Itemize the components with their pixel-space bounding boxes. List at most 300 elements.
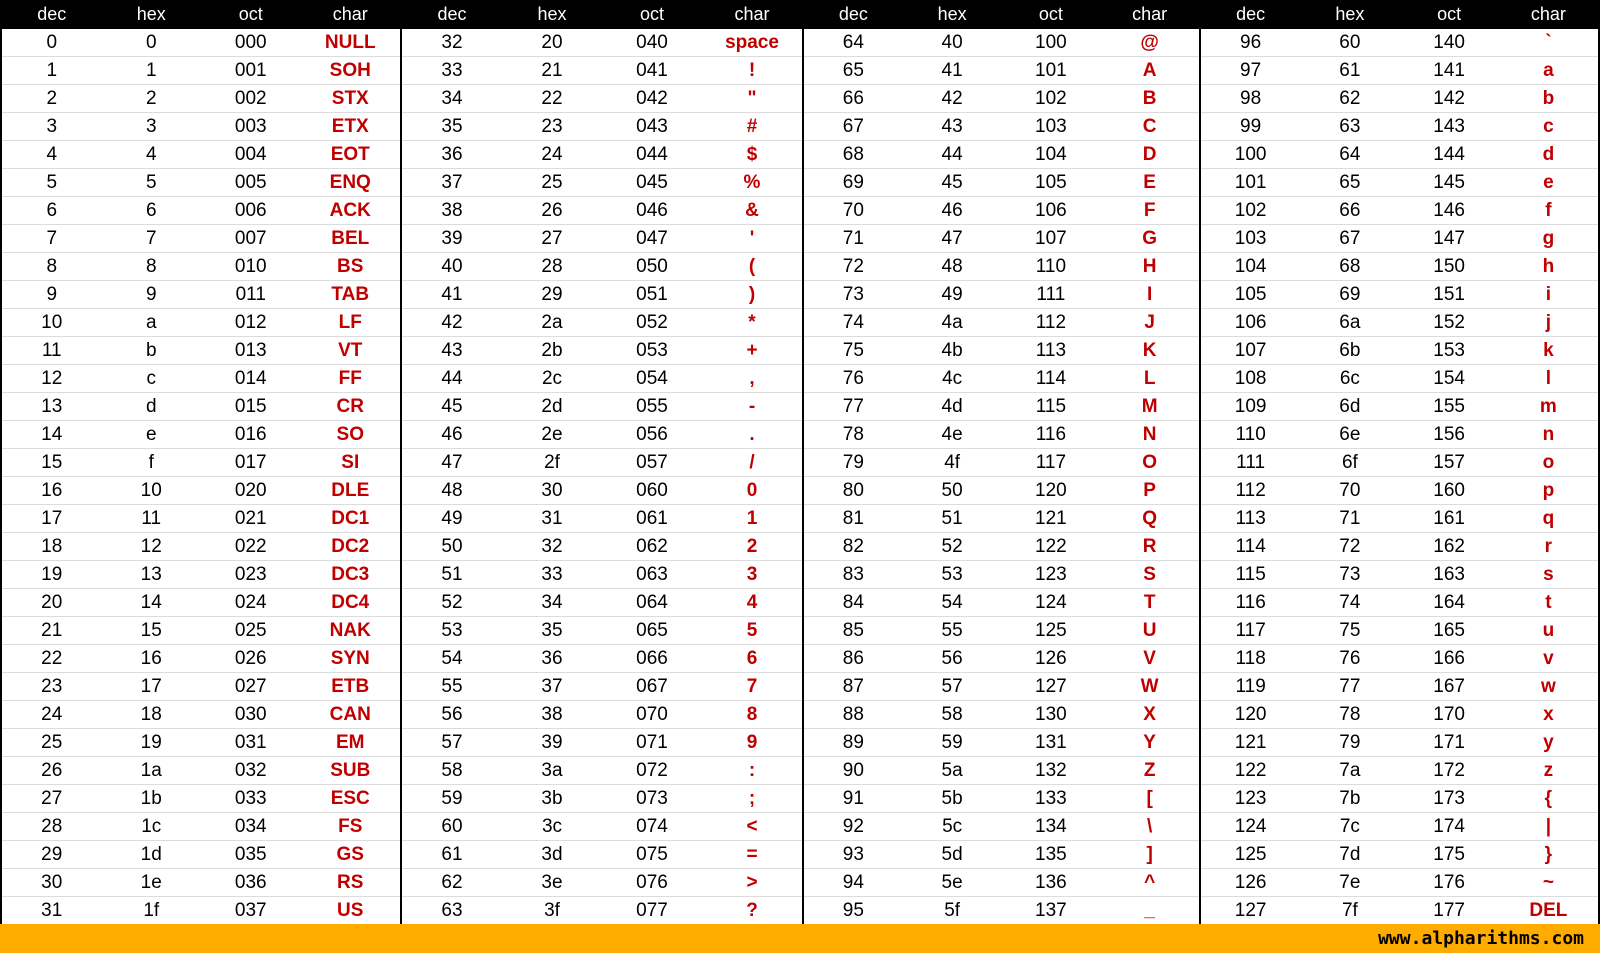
char-cell: }	[1544, 844, 1553, 865]
oct-cell: 076	[636, 872, 668, 893]
oct-cell: 002	[234, 88, 267, 109]
oct-cell: 136	[1035, 872, 1067, 893]
dec-cell: 39	[441, 228, 463, 249]
hex-cell: 69	[1339, 284, 1361, 305]
oct-cell: 044	[636, 144, 668, 165]
oct-cell: 015	[234, 396, 267, 417]
oct-cell: 177	[1433, 900, 1465, 921]
char-cell: h	[1542, 256, 1555, 277]
table-row	[804, 701, 1199, 729]
dec-cell: 100	[1234, 144, 1267, 165]
char-cell: 7	[746, 676, 758, 697]
char-cell: c	[1543, 116, 1554, 137]
dec-cell: 106	[1234, 312, 1267, 333]
oct-cell: 155	[1433, 396, 1465, 417]
table-row	[402, 57, 802, 85]
char-cell: SOH	[329, 60, 371, 81]
hex-cell: 3c	[541, 816, 563, 837]
oct-cell: 020	[234, 480, 267, 501]
dec-cell: 123	[1234, 788, 1267, 809]
hex-cell: 20	[541, 32, 563, 53]
oct-cell: 032	[234, 760, 267, 781]
table-row	[2, 561, 400, 589]
hex-cell: 7f	[1341, 900, 1358, 921]
table-row	[402, 449, 802, 477]
char-cell: e	[1543, 172, 1554, 193]
oct-cell: 074	[636, 816, 668, 837]
char-cell: DC2	[331, 536, 370, 557]
char-cell: u	[1542, 620, 1555, 641]
char-cell: a	[1543, 60, 1554, 81]
dec-cell: 89	[842, 732, 864, 753]
oct-cell: 045	[636, 172, 668, 193]
char-cell: ESC	[330, 788, 370, 809]
oct-cell: 012	[234, 312, 267, 333]
oct-cell: 106	[1035, 200, 1067, 221]
oct-cell: 143	[1433, 116, 1465, 137]
char-cell: C	[1142, 116, 1157, 137]
oct-cell: 025	[234, 620, 267, 641]
dec-cell: 54	[441, 648, 463, 669]
char-cell: STX	[331, 88, 369, 109]
table-row	[2, 141, 400, 169]
hex-cell: 60	[1339, 32, 1361, 53]
hex-cell: 4a	[941, 312, 963, 333]
oct-cell: 005	[234, 172, 267, 193]
table-row	[402, 113, 802, 141]
hex-cell: 65	[1339, 172, 1361, 193]
dec-cell: 82	[842, 536, 864, 557]
hex-cell: 1c	[141, 816, 162, 837]
oct-cell: 135	[1035, 844, 1067, 865]
oct-cell: 154	[1433, 368, 1465, 389]
dec-cell: 41	[441, 284, 463, 305]
oct-cell: 172	[1433, 760, 1465, 781]
table-row	[804, 897, 1199, 925]
table-row	[2, 29, 400, 57]
oct-cell: 023	[234, 564, 267, 585]
oct-cell: 024	[234, 592, 267, 613]
char-cell: D	[1142, 144, 1157, 165]
table-row	[2, 197, 400, 225]
hex-cell: f	[148, 452, 154, 473]
table-row	[2, 449, 400, 477]
hex-cell: 5a	[941, 760, 963, 781]
hex-cell: 6	[145, 200, 157, 221]
dec-cell: 76	[842, 368, 864, 389]
char-cell: y	[1543, 732, 1554, 753]
oct-cell: 125	[1035, 620, 1067, 641]
oct-cell: 116	[1035, 424, 1067, 445]
oct-cell: 103	[1035, 116, 1067, 137]
oct-cell: 010	[234, 256, 267, 277]
hex-cell: 58	[941, 704, 963, 725]
header-hex: hex	[136, 4, 166, 24]
oct-cell: 062	[636, 536, 668, 557]
table-row	[804, 421, 1199, 449]
table-row	[2, 421, 400, 449]
char-cell: ;	[748, 788, 756, 809]
hex-cell: 68	[1339, 256, 1361, 277]
oct-cell: 072	[636, 760, 668, 781]
table-row	[402, 617, 802, 645]
oct-cell: 034	[234, 816, 267, 837]
dec-cell: 52	[441, 592, 463, 613]
table-row	[2, 729, 400, 757]
hex-cell: 23	[541, 116, 563, 137]
char-cell: 3	[746, 564, 758, 585]
table-row	[804, 309, 1199, 337]
oct-cell: 163	[1433, 564, 1465, 585]
char-cell: z	[1543, 760, 1554, 781]
dec-cell: 50	[441, 536, 463, 557]
table-row	[2, 785, 400, 813]
dec-cell: 71	[842, 228, 864, 249]
oct-cell: 146	[1433, 200, 1465, 221]
header-char: char	[1132, 4, 1168, 24]
table-row	[402, 477, 802, 505]
oct-cell: 031	[234, 732, 267, 753]
dec-cell: 112	[1235, 480, 1266, 501]
table-row	[2, 505, 400, 533]
table-row	[2, 365, 400, 393]
dec-cell: 87	[842, 676, 864, 697]
oct-cell: 036	[234, 872, 267, 893]
table-row	[2, 253, 400, 281]
table-row	[804, 645, 1199, 673]
char-cell: ^	[1144, 872, 1156, 893]
dec-cell: 61	[441, 844, 463, 865]
hex-cell: 7c	[1339, 816, 1360, 837]
oct-cell: 046	[636, 200, 668, 221]
char-cell: Q	[1142, 508, 1158, 529]
table-row	[402, 225, 802, 253]
char-cell: @	[1140, 32, 1159, 53]
table-row	[2, 393, 400, 421]
table-row	[402, 729, 802, 757]
hex-cell: 4d	[941, 396, 963, 417]
header-oct: oct	[1038, 4, 1063, 24]
table-row	[2, 841, 400, 869]
oct-cell: 142	[1433, 88, 1465, 109]
hex-cell: 66	[1339, 200, 1361, 221]
hex-cell: 79	[1339, 732, 1361, 753]
dec-cell: 51	[441, 564, 463, 585]
dec-cell: 85	[842, 620, 864, 641]
char-cell: `	[1545, 32, 1552, 53]
website-link[interactable]: www.alpharithms.com	[1378, 928, 1584, 949]
dec-cell: 102	[1234, 200, 1267, 221]
dec-cell: 122	[1234, 760, 1267, 781]
table-row	[1201, 253, 1598, 281]
char-cell: NULL	[324, 32, 376, 53]
hex-cell: 11	[141, 508, 162, 529]
dec-cell: 111	[1236, 452, 1266, 473]
dec-cell: 121	[1234, 732, 1267, 753]
char-cell: ]	[1146, 844, 1153, 865]
oct-cell: 110	[1035, 256, 1067, 277]
char-cell: LF	[338, 312, 362, 333]
table-row	[2, 477, 400, 505]
char-cell: GS	[336, 844, 364, 865]
dec-cell: 44	[441, 368, 463, 389]
dec-cell: 70	[842, 200, 864, 221]
oct-cell: 107	[1035, 228, 1067, 249]
oct-cell: 021	[234, 508, 267, 529]
char-cell: ?	[746, 900, 758, 921]
table-row	[1201, 869, 1598, 897]
dec-cell: 32	[441, 32, 463, 53]
oct-cell: 066	[636, 648, 668, 669]
dec-cell: 5	[46, 172, 58, 193]
dec-cell: 12	[41, 368, 63, 389]
table-row	[1201, 589, 1598, 617]
char-cell: r	[1544, 536, 1553, 557]
dec-cell: 64	[842, 32, 864, 53]
dec-cell: 22	[41, 648, 63, 669]
char-cell: US	[337, 900, 364, 921]
oct-cell: 051	[636, 284, 668, 305]
oct-cell: 065	[636, 620, 668, 641]
table-row	[2, 897, 400, 925]
table-row	[402, 869, 802, 897]
oct-cell: 162	[1433, 536, 1465, 557]
dec-cell: 94	[842, 872, 864, 893]
hex-cell: 52	[941, 536, 963, 557]
oct-cell: 130	[1035, 704, 1067, 725]
char-cell: DC3	[331, 564, 370, 585]
hex-cell: 30	[541, 480, 563, 501]
hex-cell: 40	[941, 32, 963, 53]
table-row	[804, 505, 1199, 533]
hex-cell: 12	[140, 536, 162, 557]
dec-cell: 10	[41, 312, 63, 333]
hex-cell: 36	[541, 648, 563, 669]
dec-cell: 104	[1234, 256, 1267, 277]
table-row	[1201, 393, 1598, 421]
hex-cell: 3b	[541, 788, 563, 809]
char-cell: TAB	[331, 284, 370, 305]
oct-cell: 170	[1433, 704, 1465, 725]
char-cell: l	[1545, 368, 1552, 389]
table-row	[402, 673, 802, 701]
char-cell: VT	[338, 340, 363, 361]
hex-cell: 3e	[541, 872, 563, 893]
hex-cell: 3f	[544, 900, 560, 921]
table-row	[1201, 673, 1598, 701]
table-row	[804, 365, 1199, 393]
dec-cell: 1	[46, 60, 58, 81]
char-cell: v	[1543, 648, 1554, 669]
oct-cell: 101	[1035, 60, 1067, 81]
char-cell: ETX	[331, 116, 369, 137]
oct-cell: 011	[235, 284, 266, 305]
table-row	[402, 785, 802, 813]
hex-cell: 57	[941, 676, 963, 697]
oct-cell: 027	[234, 676, 267, 697]
hex-cell: 54	[941, 592, 963, 613]
table-row	[402, 421, 802, 449]
hex-cell: 35	[541, 620, 563, 641]
dec-cell: 56	[441, 704, 463, 725]
oct-cell: 140	[1433, 32, 1465, 53]
table-row	[804, 617, 1199, 645]
char-cell: ,	[749, 368, 755, 389]
oct-cell: 075	[636, 844, 668, 865]
char-cell: t	[1545, 592, 1552, 613]
dec-cell: 33	[441, 60, 463, 81]
hex-cell: 22	[541, 88, 563, 109]
hex-cell: 49	[941, 284, 963, 305]
dec-cell: 80	[842, 480, 864, 501]
char-cell: ENQ	[329, 172, 371, 193]
dec-cell: 92	[842, 816, 864, 837]
dec-cell: 62	[441, 872, 463, 893]
oct-cell: 064	[636, 592, 668, 613]
oct-cell: 171	[1433, 732, 1465, 753]
hex-cell: 5e	[941, 872, 963, 893]
hex-cell: 2c	[541, 368, 563, 389]
char-cell: <	[746, 816, 758, 837]
dec-cell: 47	[441, 452, 463, 473]
char-cell: BS	[337, 256, 364, 277]
dec-cell: 126	[1234, 872, 1267, 893]
dec-cell: 103	[1234, 228, 1267, 249]
char-cell: RS	[337, 872, 364, 893]
char-cell: CAN	[329, 704, 371, 725]
oct-cell: 132	[1035, 760, 1067, 781]
table-row	[804, 29, 1199, 57]
dec-cell: 99	[1240, 116, 1262, 137]
char-cell: SYN	[330, 648, 370, 669]
oct-cell: 137	[1035, 900, 1067, 921]
dec-cell: 37	[441, 172, 463, 193]
hex-cell: 19	[140, 732, 162, 753]
dec-cell: 115	[1235, 564, 1266, 585]
header-char: char	[734, 4, 770, 24]
hex-cell: 76	[1339, 648, 1361, 669]
oct-cell: 134	[1035, 816, 1067, 837]
table-row	[804, 113, 1199, 141]
table-row	[402, 561, 802, 589]
dec-cell: 117	[1235, 620, 1266, 641]
hex-cell: 6b	[1339, 340, 1361, 361]
dec-cell: 86	[842, 648, 864, 669]
dec-cell: 109	[1234, 396, 1267, 417]
char-cell: p	[1542, 480, 1555, 501]
dec-cell: 26	[41, 760, 63, 781]
char-cell: |	[1545, 816, 1552, 837]
oct-cell: 001	[234, 60, 267, 81]
char-cell: S	[1143, 564, 1156, 585]
hex-cell: 74	[1339, 592, 1361, 613]
table-row	[2, 309, 400, 337]
hex-cell: 1e	[140, 872, 162, 893]
dec-cell: 108	[1234, 368, 1267, 389]
char-cell: R	[1142, 536, 1157, 557]
oct-cell: 006	[234, 200, 267, 221]
oct-cell: 160	[1433, 480, 1465, 501]
header-oct: oct	[639, 4, 664, 24]
char-cell: '	[749, 228, 755, 249]
dec-cell: 0	[46, 32, 58, 53]
hex-cell: 2b	[541, 340, 563, 361]
hex-cell: 5f	[944, 900, 961, 921]
char-cell: >	[746, 872, 758, 893]
char-cell: s	[1543, 564, 1554, 585]
oct-cell: 047	[636, 228, 668, 249]
oct-cell: 043	[636, 116, 668, 137]
dec-cell: 35	[441, 116, 463, 137]
hex-cell: 8	[145, 256, 157, 277]
dec-cell: 36	[441, 144, 463, 165]
hex-cell: 59	[941, 732, 963, 753]
oct-cell: 102	[1035, 88, 1067, 109]
char-cell: E	[1143, 172, 1156, 193]
table-row	[804, 57, 1199, 85]
dec-cell: 8	[46, 256, 58, 277]
oct-cell: 003	[234, 116, 267, 137]
char-cell: EM	[336, 732, 365, 753]
dec-cell: 3	[46, 116, 58, 137]
table-row	[402, 169, 802, 197]
hex-cell: 6a	[1339, 312, 1361, 333]
header-row	[804, 0, 1199, 29]
table-row	[402, 197, 802, 225]
table-row	[2, 701, 400, 729]
char-cell: M	[1141, 396, 1158, 417]
oct-cell: 042	[636, 88, 668, 109]
table-row	[2, 869, 400, 897]
oct-cell: 147	[1433, 228, 1465, 249]
char-cell: H	[1142, 256, 1157, 277]
table-row	[1201, 897, 1598, 925]
oct-cell: 070	[636, 704, 668, 725]
oct-cell: 111	[1036, 284, 1066, 305]
char-cell: NAK	[329, 620, 371, 641]
char-cell: :	[748, 760, 756, 781]
char-cell: !	[748, 60, 756, 81]
oct-cell: 121	[1035, 508, 1067, 529]
char-cell: V	[1143, 648, 1156, 669]
oct-cell: 050	[636, 256, 668, 277]
oct-cell: 145	[1433, 172, 1465, 193]
table-row	[1201, 141, 1598, 169]
table-row	[2, 617, 400, 645]
dec-cell: 34	[441, 88, 463, 109]
char-cell: DC4	[331, 592, 370, 613]
char-cell: /	[749, 452, 755, 473]
dec-cell: 11	[41, 340, 62, 361]
oct-cell: 052	[636, 312, 668, 333]
hex-cell: 3	[145, 116, 157, 137]
char-cell: L	[1143, 368, 1156, 389]
header-dec: dec	[838, 4, 868, 24]
char-cell: m	[1539, 396, 1557, 417]
table-row	[402, 757, 802, 785]
dec-cell: 77	[842, 396, 864, 417]
hex-cell: a	[145, 312, 157, 333]
char-cell: n	[1542, 424, 1555, 445]
table-row	[1201, 645, 1598, 673]
hex-cell: d	[145, 396, 157, 417]
oct-cell: 014	[234, 368, 267, 389]
char-cell: N	[1142, 424, 1157, 445]
char-cell: \	[1146, 816, 1153, 837]
table-row	[1201, 449, 1598, 477]
header-dec: dec	[437, 4, 467, 24]
header-char: char	[332, 4, 368, 24]
